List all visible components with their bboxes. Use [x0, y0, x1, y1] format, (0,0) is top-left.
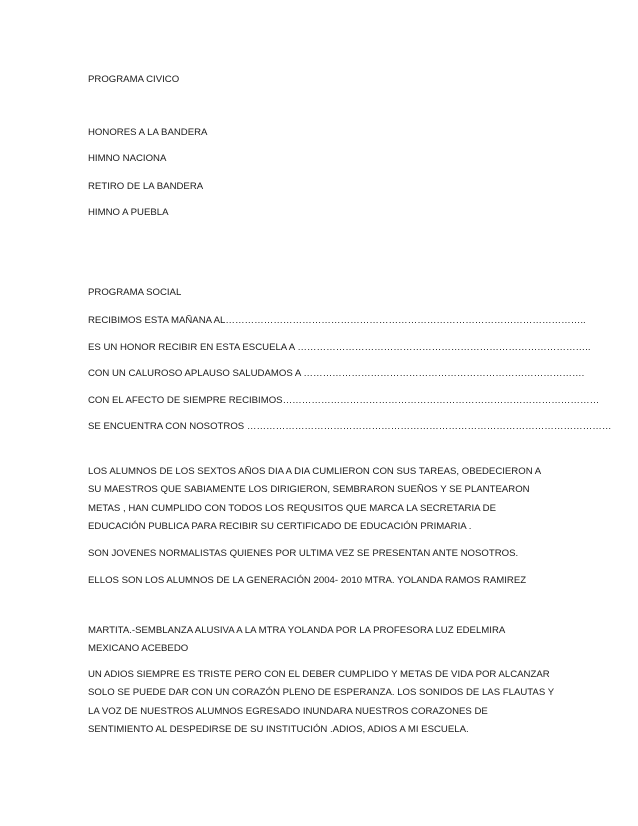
- paragraph-line: SENTIMIENTO AL DESPEDIRSE DE SU INSTITUCIÓN .ADIOS, ADIOS A MI ESCUELA.: [88, 724, 469, 736]
- civic-program-heading: PROGRAMA CIVICO: [88, 74, 180, 85]
- social-item-nosotros: SE ENCUENTRA CON NOSOTROS ……………………………………………………………………………………………………: [88, 421, 612, 432]
- civic-item-himno-nacional: HIMNO NACIONA: [88, 153, 167, 164]
- tribute-paragraph: [88, 622, 550, 659]
- social-item-honor: ES UN HONOR RECIBIR EN ESTA ESCUELA A ………………………………………………………………………………..: [88, 342, 591, 353]
- paragraph-line: MEXICANO ACEBEDO: [88, 643, 189, 655]
- social-item-afecto: CON EL AFECTO DE SIEMPRE RECIBIMOS………………………………………………………………………………………: [88, 395, 600, 406]
- paragraph-line: SU MAESTROS QUE SABIAMENTE LOS DIRIGIERON, SEMBRARON SUEÑOS Y SE PLANTEARON: [88, 484, 530, 496]
- civic-item-retiro-bandera: RETIRO DE LA BANDERA: [88, 181, 204, 192]
- paragraph-line: UN ADIOS SIEMPRE ES TRISTE PERO CON EL DEBER CUMPLIDO Y METAS DE VIDA POR ALCANZAR: [88, 669, 550, 680]
- social-item-recibimos: RECIBIMOS ESTA MAÑANA AL…………………………………………………………………………………………………..: [88, 315, 586, 326]
- farewell-paragraph: [88, 666, 555, 740]
- paragraph-line: EDUCACIÓN PUBLICA PARA RECIBIR SU CERTIFICADO DE EDUCACIÓN PRIMARIA .: [88, 521, 472, 533]
- civic-item-himno-puebla: HIMNO A PUEBLA: [88, 207, 169, 218]
- normalistas-line: SON JOVENES NORMALISTAS QUIENES POR ULTIMA VEZ SE PRESENTAN ANTE NOSOTROS.: [88, 548, 519, 559]
- generation-line: ELLOS SON LOS ALUMNOS DE LA GENERACIÓN 2004- 2010 MTRA. YOLANDA RAMOS RAMIREZ: [88, 575, 527, 586]
- paragraph-line: MARTITA.-SEMBLANZA ALUSIVA A LA MTRA YOLANDA POR LA PROFESORA LUZ EDELMIRA: [88, 625, 506, 636]
- paragraph-line: LA VOZ DE NUESTROS ALUMNOS EGRESADO INUNDARA NUESTROS CORAZONES DE: [88, 705, 488, 717]
- social-item-saludamos: CON UN CALUROSO APLAUSO SALUDAMOS A …………………………………………………………………………….: [88, 368, 585, 379]
- paragraph-line: SOLO SE PUEDE DAR CON UN CORAZÓN PLENO DE ESPERANZA. LOS SONIDOS DE LAS FLAUTAS Y: [88, 687, 555, 699]
- graduates-paragraph: [88, 463, 550, 537]
- paragraph-line: METAS , HAN CUMPLIDO CON TODOS LOS REQUSITOS QUE MARCA LA SECRETARIA DE: [88, 502, 496, 514]
- paragraph-line: LOS ALUMNOS DE LOS SEXTOS AÑOS DIA A DIA CUMLIERON CON SUS TAREAS, OBEDECIERON A: [88, 466, 542, 477]
- civic-item-honores: HONORES A LA BANDERA: [88, 127, 208, 138]
- social-program-heading: PROGRAMA SOCIAL: [88, 287, 182, 298]
